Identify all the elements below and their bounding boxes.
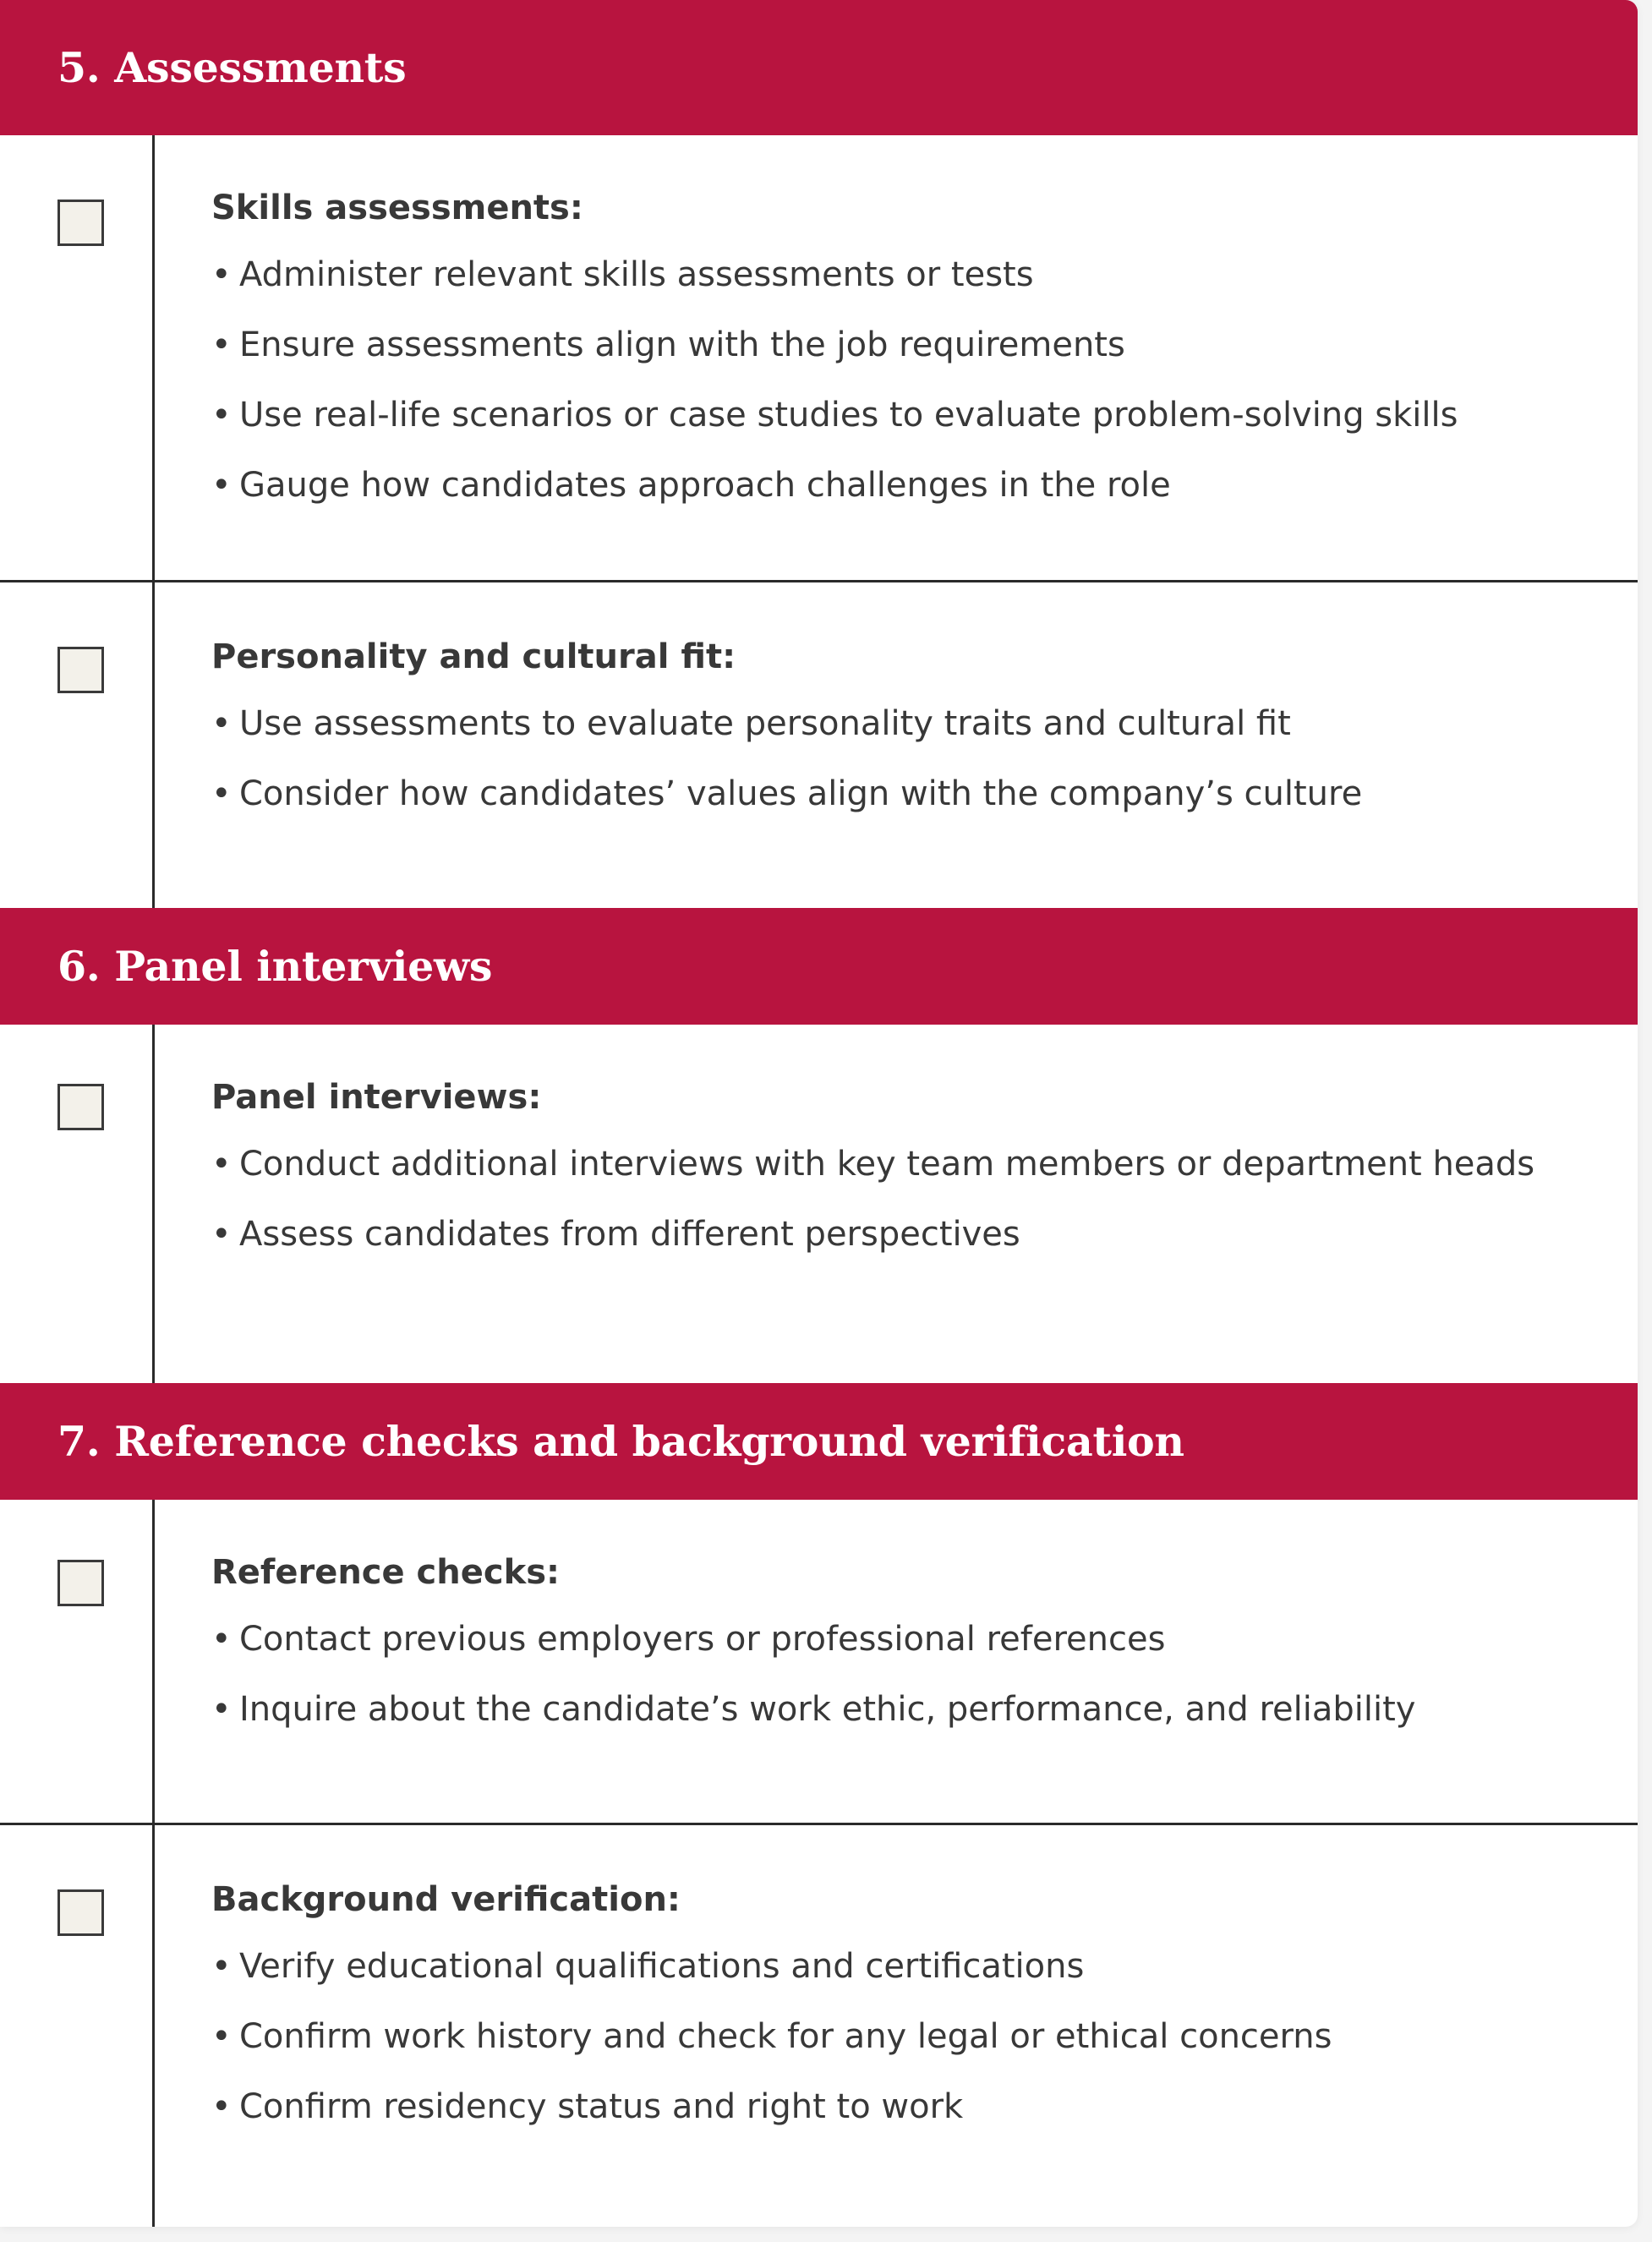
bullet-item: • Inquire about the candidate’s work ethic, performance, and reliability	[211, 1687, 1598, 1732]
checkbox-panel-interviews[interactable]	[57, 1084, 104, 1130]
bullet-list	[211, 252, 1598, 508]
item-title: Reference checks:	[211, 1553, 560, 1592]
item-title: Background verification:	[211, 1880, 681, 1919]
checklist-item-personality-fit	[0, 582, 1638, 908]
item-content	[211, 1876, 1598, 2154]
section-header-assessments	[0, 0, 1638, 135]
bullet-list	[211, 1944, 1598, 2130]
item-content	[211, 184, 1598, 533]
bullet-item: • Verify educational qualifications and certifications	[211, 1944, 1598, 1989]
section-title: 6. Panel interviews	[57, 942, 493, 991]
bullet-item: • Assess candidates from different perspectives	[211, 1211, 1598, 1257]
bullet-list	[211, 701, 1598, 817]
bullet-list	[211, 1141, 1598, 1257]
section-title: 5. Assessments	[57, 43, 407, 92]
checkbox-personality-fit[interactable]	[57, 647, 104, 693]
column-divider	[152, 582, 155, 908]
checkbox-background-verification[interactable]	[57, 1889, 104, 1936]
bullet-item: • Contact previous employers or professional references	[211, 1616, 1598, 1662]
column-divider	[152, 1500, 155, 1823]
bullet-item: • Confirm work history and check for any legal or ethical concerns	[211, 2014, 1598, 2059]
checkbox-skills-assessments[interactable]	[57, 200, 104, 246]
checklist-item-skills-assessments	[0, 135, 1638, 580]
column-divider	[152, 135, 155, 580]
section-header-panel-interviews	[0, 908, 1638, 1025]
bullet-item: • Use assessments to evaluate personality traits and cultural fit	[211, 701, 1598, 746]
item-title: Panel interviews:	[211, 1078, 542, 1117]
bullet-item: • Use real-life scenarios or case studies to evaluate problem-solving skills	[211, 392, 1598, 438]
item-title: Personality and cultural fit:	[211, 637, 736, 676]
bullet-item: • Conduct additional interviews with key team members or department heads	[211, 1141, 1598, 1187]
section-header-reference-checks	[0, 1383, 1638, 1500]
column-divider	[152, 1825, 155, 2227]
item-content	[211, 1549, 1598, 1757]
item-content	[211, 633, 1598, 841]
bullet-item: • Ensure assessments align with the job requirements	[211, 322, 1598, 368]
item-content	[211, 1074, 1598, 1282]
bullet-list	[211, 1616, 1598, 1732]
checklist-item-background-verification	[0, 1825, 1638, 2227]
checkbox-reference-checks[interactable]	[57, 1560, 104, 1606]
item-title: Skills assessments:	[211, 189, 583, 227]
checklist-item-panel-interviews	[0, 1025, 1638, 1383]
section-title: 7. Reference checks and background verification	[57, 1417, 1184, 1466]
bullet-item: • Consider how candidates’ values align with the company’s culture	[211, 771, 1598, 817]
bullet-item: • Administer relevant skills assessments or tests	[211, 252, 1598, 298]
bullet-item: • Gauge how candidates approach challenges in the role	[211, 462, 1598, 508]
bullet-item: • Confirm residency status and right to work	[211, 2084, 1598, 2130]
checklist-item-reference-checks	[0, 1500, 1638, 1823]
column-divider	[152, 1025, 155, 1383]
